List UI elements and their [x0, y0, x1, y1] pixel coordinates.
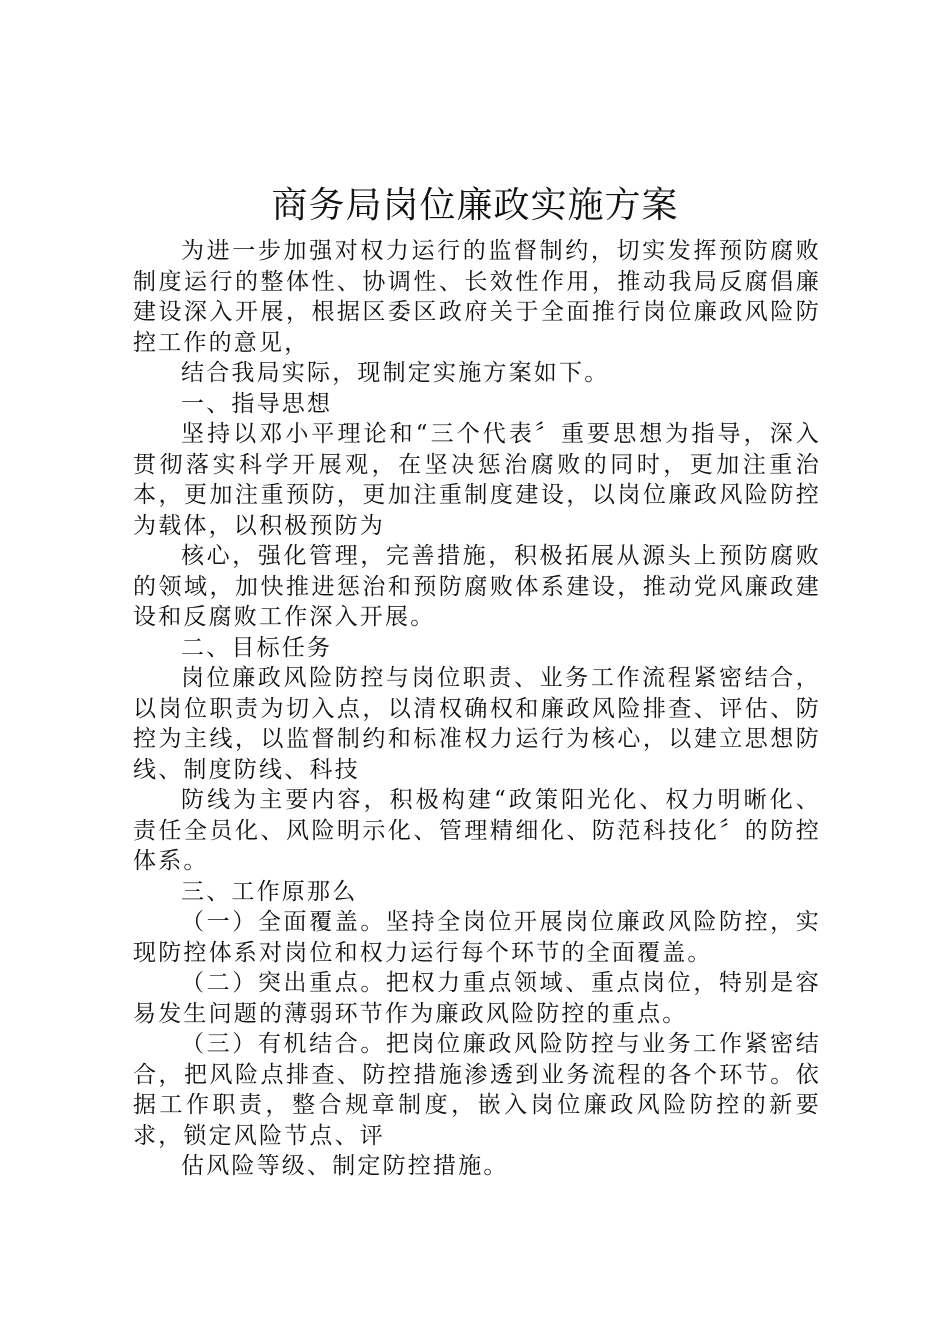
paragraph: 结合我局实际，现制定实施方案如下。	[181, 360, 610, 386]
document-body	[133, 236, 821, 1182]
paragraph: 为进一步加强对权力运行的监督制约，切实发挥预防腐败制度运行的整体性、协调性、长效性作用，推动我局反腐倡廉建设深入开展，根据区委区政府关于全面推行岗位廉政风险防控工作的意见，	[133, 238, 821, 356]
paragraph: 防线为主要内容，积极构建“政策阳光化、权力明晰化、责任全员化、风险明示化、管理精细化、防范科技化〞的防控体系。	[133, 787, 821, 874]
section-heading: 三、工作原那么	[181, 878, 358, 905]
paragraph: （二）突出重点。把权力重点领域、重点岗位，特别是容易发生问题的薄弱环节作为廉政风险防控的重点。	[133, 970, 821, 1027]
paragraph: （三）有机结合。把岗位廉政风险防控与业务工作紧密结合，把风险点排查、防控措施渗透到业务流程的各个环节。依据工作职责，整合规章制度，嵌入岗位廉政风险防控的新要求，锁定风险节点、评	[133, 1031, 821, 1149]
section-heading: 二、目标任务	[181, 634, 333, 661]
paragraph: 坚持以邓小平理论和“三个代表〞重要思想为指导，深入贯彻落实科学开展观，在坚决惩治腐败的同时，更加注重治本，更加注重预防，更加注重制度建设，以岗位廉政风险防控为载体，以积极预防为	[133, 421, 821, 539]
paragraph: 核心，强化管理，完善措施，积极拓展从源头上预防腐败的领域，加快推进惩治和预防腐败体系建设，推动党风廉政建设和反腐败工作深入开展。	[133, 543, 821, 630]
paragraph: 岗位廉政风险防控与岗位职责、业务工作流程紧密结合，以岗位职责为切入点，以清权确权和廉政风险排查、评估、防控为主线，以监督制约和标准权力运行为核心，以建立思想防线、制度防线、科技	[133, 665, 821, 783]
paragraph: （一）全面覆盖。坚持全岗位开展岗位廉政风险防控，实现防控体系对岗位和权力运行每个环节的全面覆盖。	[133, 909, 821, 966]
document-title: 商务局岗位廉政实施方案	[271, 185, 679, 226]
section-heading: 一、指导思想	[181, 390, 333, 417]
paragraph: 估风险等级、制定防控措施。	[181, 1153, 509, 1179]
